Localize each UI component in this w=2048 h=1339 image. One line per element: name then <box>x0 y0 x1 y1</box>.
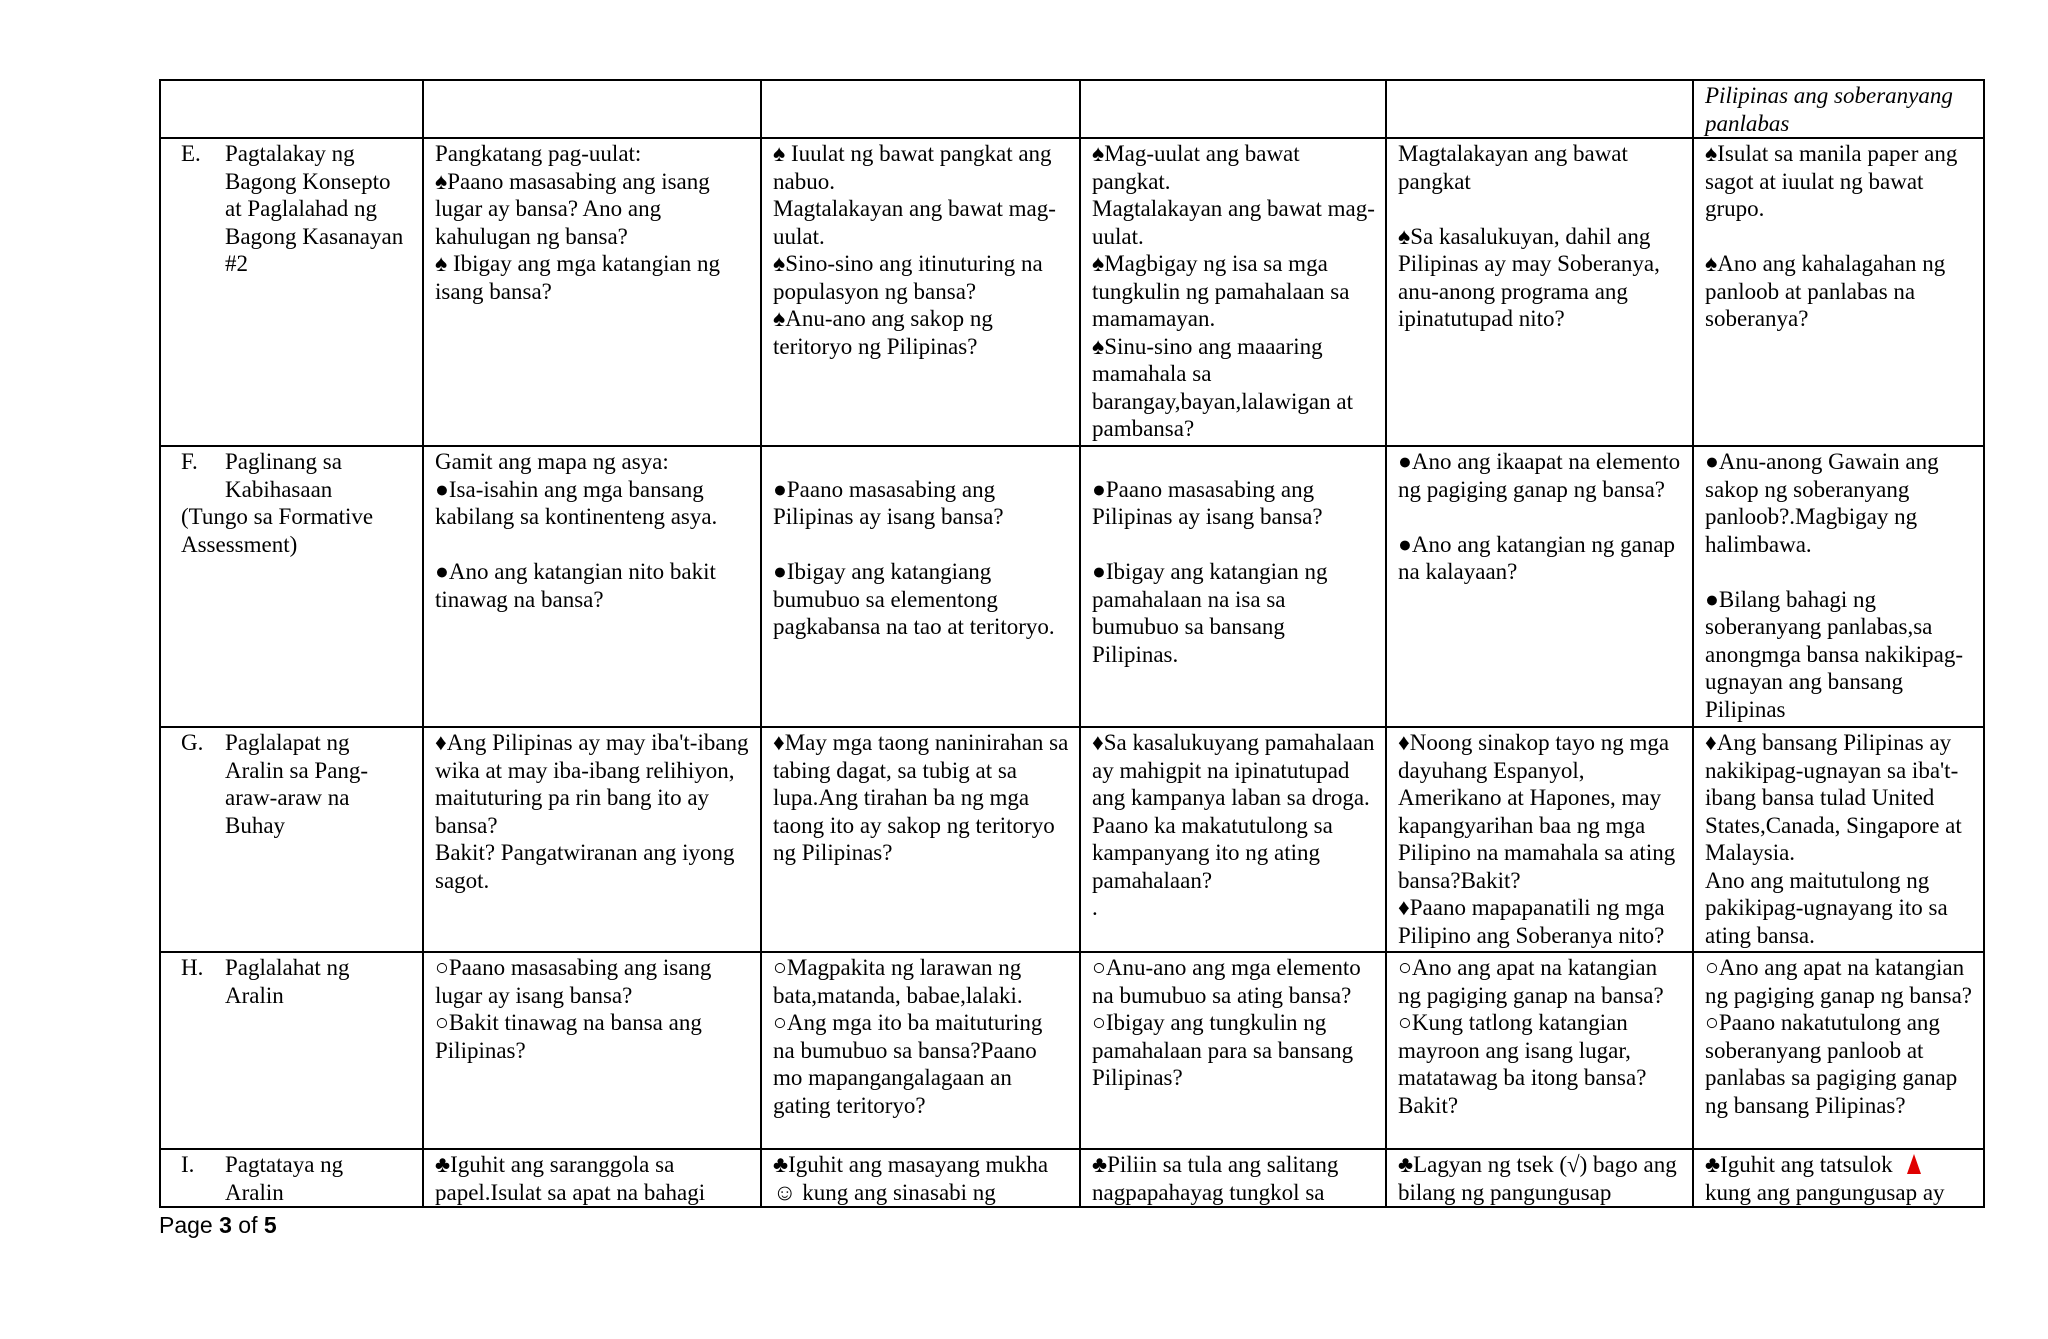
row-label-cell <box>160 727 423 952</box>
table-cell <box>1386 952 1693 1149</box>
row-letter: E. <box>181 141 201 166</box>
page-label: Page <box>159 1212 220 1238</box>
table-cell <box>423 727 761 952</box>
cell-text: Pilipinas ang soberanyang panlabas <box>1705 83 1953 136</box>
table-cell <box>423 80 761 138</box>
table-cell <box>1080 80 1386 138</box>
table-cell <box>423 952 761 1149</box>
table-cell <box>1080 1149 1386 1207</box>
cell-text: ○Anu-ano ang mga elemento na bumubuo sa ating bansa? ○Ibigay ang tungkulin ng pamahalaan para sa bansang Pilipinas? <box>1092 955 1361 1090</box>
table-row-f <box>160 446 1984 727</box>
table-cell <box>1386 446 1693 727</box>
table-row-e <box>160 138 1984 446</box>
cell-text: ♦Sa kasalukuyang pamahalaan ay mahigpit na ipinatutupad ang kampanya laban sa droga. Paano ka makatutulong sa kampanyang ito ng ating pamahalaan? . <box>1092 730 1375 920</box>
cell-text: ♠Isulat sa manila paper ang sagot at iuulat ng bawat grupo. ♠Ano ang kahalagahan ng panloob at panlabas na soberanya? <box>1705 141 1958 331</box>
page-total: 5 <box>263 1212 277 1238</box>
table-cell <box>423 1149 761 1207</box>
table-cell <box>1386 138 1693 446</box>
row-label-cell <box>160 1149 423 1207</box>
cell-text: Magtalakayan ang bawat pangkat ♠Sa kasalukuyan, dahil ang Pilipinas ay may Soberanya, anu-anong programa ang ipinatutupad nito? <box>1398 141 1660 331</box>
cell-text: ♣Iguhit ang masayang mukha ☺ kung ang sinasabi ng <box>773 1152 1049 1205</box>
row-label: Pagtataya ng Aralin <box>225 1152 344 1205</box>
cell-text: ○Paano masasabing ang isang lugar ay isang bansa? ○Bakit tinawag na bansa ang Pilipinas? <box>435 955 712 1063</box>
cell-text: Gamit ang mapa ng asya: ●Isa-isahin ang mga bansang kabilang sa kontinenteng asya. ●Ano ang katangian nito bakit tinawag na bansa? <box>435 449 718 612</box>
row-label-cell <box>160 952 423 1149</box>
cell-text: ○Ano ang apat na katangian ng pagiging ganap na bansa? ○Kung tatlong katangian mayroon ang isang lugar, matatawag ba itong bansa? Bakit? <box>1398 955 1664 1118</box>
row-label-extra: (Tungo sa Formative Assessment) <box>181 504 374 557</box>
table-cell <box>1693 1149 1984 1207</box>
row-label: Paglalapat ng Aralin sa Pang- araw-araw na Buhay <box>225 730 369 838</box>
table-cell <box>761 138 1080 446</box>
table-cell <box>1693 727 1984 952</box>
row-letter: G. <box>181 730 204 755</box>
cell-text: ♣Lagyan ng tsek (√) bago ang bilang ng pangungusap <box>1398 1152 1677 1205</box>
table-cell <box>761 446 1080 727</box>
cell-text: ♣Iguhit ang saranggola sa papel.Isulat sa apat na bahagi <box>435 1152 706 1205</box>
cell-text: ♣Piliin sa tula ang salitang nagpapahayag tungkol sa <box>1092 1152 1339 1205</box>
row-label-cell <box>160 446 423 727</box>
page-of-label: of <box>231 1212 264 1238</box>
table-cell <box>423 446 761 727</box>
cell-text: ●Paano masasabing ang Pilipinas ay isang bansa? ●Ibigay ang katangian ng pamahalaan na isa sa bumubuo sa bansang Pilipinas. <box>1092 476 1328 667</box>
table-cell <box>160 80 423 138</box>
table-cell <box>1386 727 1693 952</box>
table-cell <box>1080 446 1386 727</box>
cell-text: ♠Mag-uulat ang bawat pangkat. Magtalakayan ang bawat mag-uulat. ♠Magbigay ng isa sa mga tungkulin ng pamahalaan sa mamamayan. ♠Sinu-sino ang maaaring mamahala sa barangay,bayan,lalawigan at pambansa? <box>1092 141 1375 441</box>
red-triangle-icon <box>1907 1154 1921 1174</box>
table-row-g <box>160 727 1984 952</box>
page-footer <box>159 1212 277 1239</box>
table-cell <box>1080 138 1386 446</box>
table-row-i <box>160 1149 1984 1207</box>
table-cell <box>1080 952 1386 1149</box>
table-cell <box>761 80 1080 138</box>
table-cell <box>1080 727 1386 952</box>
table-cell <box>1693 952 1984 1149</box>
table-row-top <box>160 80 1984 138</box>
cell-text: ♠ Iuulat ng bawat pangkat ang nabuo. Magtalakayan ang bawat mag-uulat. ♠Sino-sino ang itinuturing na populasyon ng bansa? ♠Anu-ano ang sakop ng teritoryo ng Pilipinas? <box>773 141 1056 359</box>
cell-text: Pangkatang pag-uulat: ♠Paano masasabing ang isang lugar ay bansa? Ano ang kahulugan ng bansa? ♠ Ibigay ang mga katangian ng isang bansa? <box>435 141 720 304</box>
cell-text: ♦May mga taong naninirahan sa tabing dagat, sa tubig at sa lupa.Ang tirahan ba ng mga taong ito ay sakop ng teritoryo ng Pilipinas? <box>773 730 1069 865</box>
cell-text: ○Ano ang apat na katangian ng pagiging ganap ng bansa? ○Paano nakatutulong ang soberanyang panloob at panlabas sa pagiging ganap ng bansang Pilipinas? <box>1705 955 1972 1118</box>
table-row-h <box>160 952 1984 1149</box>
table-cell <box>761 727 1080 952</box>
row-letter: H. <box>181 955 204 980</box>
lesson-plan-table <box>159 79 1985 1208</box>
cell-text: ♦Ang bansang Pilipinas ay nakikipag-ugnayan sa iba't-ibang bansa tulad United States,Canada, Singapore at Malaysia. Ano ang maitutulong ng pakikipag-ugnayang ito sa ating bansa. <box>1705 730 1962 948</box>
row-label-cell <box>160 138 423 446</box>
cell-text-line: ♣Iguhit ang tatsulok <box>1705 1152 1893 1177</box>
page-current: 3 <box>219 1212 232 1238</box>
table-cell <box>423 138 761 446</box>
table-cell <box>1386 1149 1693 1207</box>
row-label: Pagtalakay ng Bagong Konsepto at Paglalahad ng Bagong Kasanayan #2 <box>225 141 404 276</box>
cell-text: ♦Noong sinakop tayo ng mga dayuhang Espanyol, Amerikano at Hapones, may kapangyarihan baa ng mga Pilipino na mamahala sa ating bansa?Bakit? ♦Paano mapapanatili ng mga Pilipino ang Soberanya nito? <box>1398 730 1676 948</box>
row-label: Paglinang sa Kabihasaan <box>225 449 342 502</box>
table-cell <box>1693 80 1984 138</box>
row-letter: F. <box>181 449 198 474</box>
cell-text: ♦Ang Pilipinas ay may iba't-ibang wika at may iba-ibang relihiyon, maituturing pa rin bang ito ay bansa? Bakit? Pangatwiranan ang iyong sagot. <box>435 730 749 893</box>
table-cell <box>761 952 1080 1149</box>
cell-text-line: kung ang pangungusap ay <box>1705 1179 1945 1205</box>
cell-text: ○Magpakita ng larawan ng bata,matanda, babae,lalaki. ○Ang mga ito ba maituturing na bumubuo sa bansa?Paano mo mapangangalagaan an gating teritoryo? <box>773 955 1043 1118</box>
table-cell <box>761 1149 1080 1207</box>
table-cell <box>1386 80 1693 138</box>
cell-text: ●Anu-anong Gawain ang sakop ng soberanyang panloob?.Magbigay ng halimbawa. ●Bilang bahagi ng soberanyang panlabas,sa anongmga bansa nakikipag-ugnayan ang bansang Pilipinas <box>1705 449 1964 722</box>
cell-text <box>1705 1151 1973 1179</box>
table-cell <box>1693 138 1984 446</box>
table-cell <box>1693 446 1984 727</box>
row-label: Paglalahat ng Aralin <box>225 955 350 1008</box>
cell-text: ●Ano ang ikaapat na elemento ng pagiging ganap ng bansa? ●Ano ang katangian ng ganap na kalayaan? <box>1398 449 1681 584</box>
cell-text: ●Paano masasabing ang Pilipinas ay isang bansa? ●Ibigay ang katangiang bumubuo sa elementong pagkabansa na tao at teritoryo. <box>773 476 1055 639</box>
row-letter: I. <box>181 1152 195 1177</box>
